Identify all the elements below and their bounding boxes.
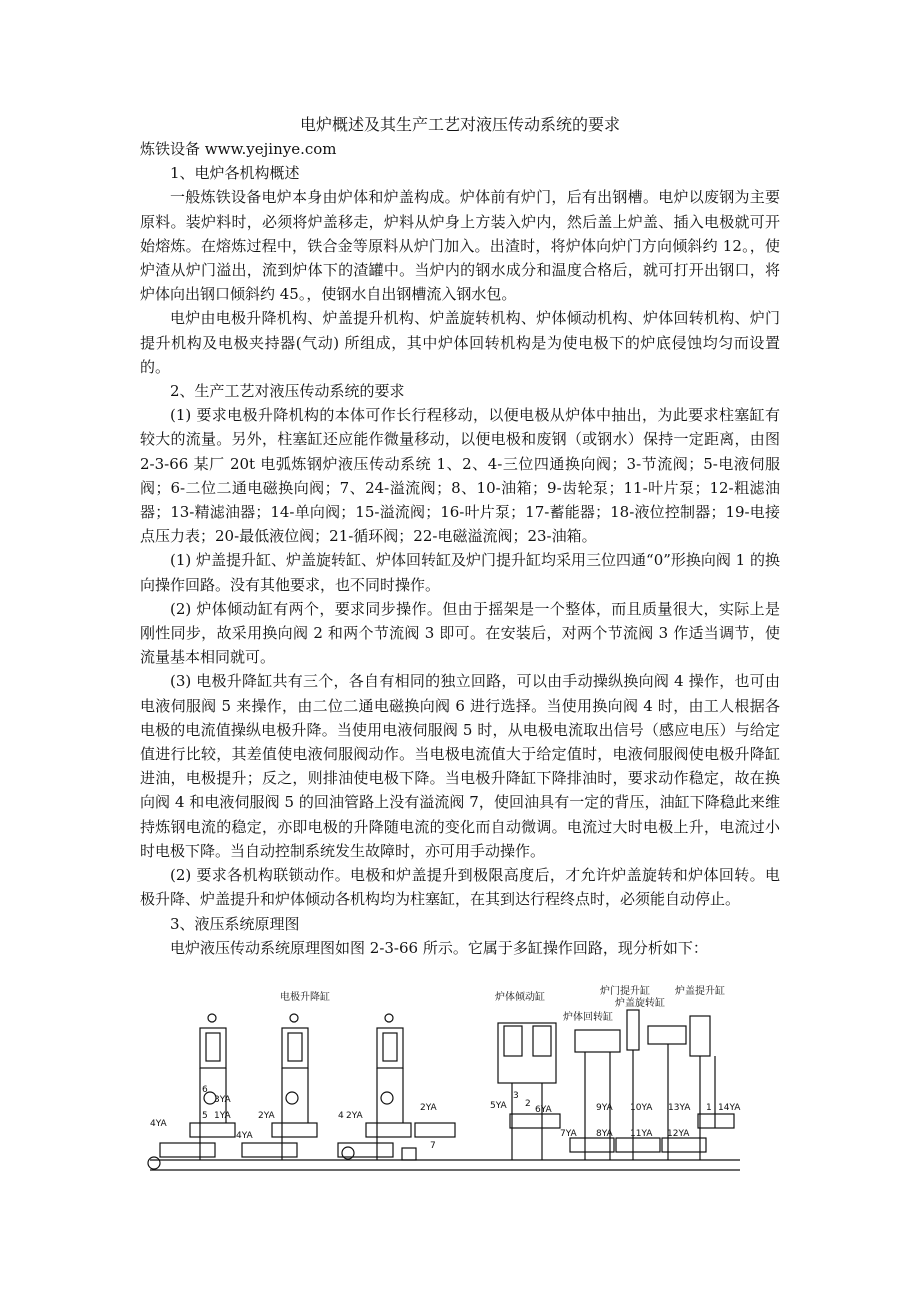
gauge-icon [208,1014,216,1022]
code-ya7: 7YA [560,1129,577,1139]
code-n1: 1 [706,1103,712,1113]
label-lid-rotation: 炉盖旋转缸 [615,998,665,1009]
valve-5-1 [160,1143,215,1157]
code-ya12: 12YA [667,1129,690,1139]
code-ya4: 4YA [150,1119,167,1129]
valve-5-3 [338,1143,393,1157]
valve-1-a [570,1138,614,1152]
label-lid-lift: 炉盖提升缸 [675,986,725,997]
code-n5: 5 [202,1111,208,1121]
valve-4-2 [272,1123,317,1137]
lid-lift-cylinder [690,1016,710,1056]
code-ya9: 9YA [596,1103,613,1113]
electrode-circuit-1 [148,1014,235,1169]
tilt-cylinder-1 [504,1026,522,1056]
label-body-rotation: 炉体回转缸 [563,1012,613,1023]
code-ya2: 2YA [258,1111,275,1121]
paragraph-8: 电炉液压传动系统原理图如图 2-3-66 所示。它属于多缸操作回路，现分析如下： [170,938,708,957]
gauge-icon [148,1157,160,1169]
valve-1-d [698,1114,734,1128]
paragraph-7: (2) 要求各机构联锁动作。电极和炉盖提升到极限高度后，才允许炉盖旋转和炉体回转。电极升降、炉盖提升和炉体倾动各机构均为柱塞缸，在其到达行程终点时，必须能自动停止。 [140,866,780,909]
paragraph-5: (2) 炉体倾动缸有两个，要求同步操作。但由于摇架是一个整体，而且质量很大，实际上是刚性同步，故采用换向阀 2 和两个节流阀 3 即可。在安装后，对两个节流阀 3 作适当调节，使流量基本相同就可。 [140,599,780,667]
code-ya6: 6YA [535,1105,552,1115]
electrode-cylinder-1 [200,1028,226,1068]
code-n4: 4 [338,1111,344,1121]
electrode-cylinder-2 [282,1028,308,1068]
electrode-circuit-2 [242,1014,317,1160]
document-body [140,137,780,960]
lid-rotation-cylinder [648,1026,686,1044]
door-lift-cylinder [627,1010,639,1050]
electrode-cylinder-3 [377,1028,403,1068]
section-1-heading: 1、电炉各机构概述 [170,164,300,183]
code-n3: 3 [513,1091,519,1101]
valve-4-3 [366,1123,411,1137]
code-ya10: 10YA [630,1103,653,1113]
code-ya13: 13YA [668,1103,691,1113]
paragraph-6: (3) 电极升降缸共有三个，各自有相同的独立回路，可以由手动操纵换向阀 4 操作，也可由电液伺服阀 5 来操作，由二位二通电磁换向阀 6 进行选择。当使用换向阀 4 时，由工人根据各电极的电流值操纵电极升降。当使用电液伺服阀 5 时，从电极电流取出信号（感应电压）与给定值进行比较，其差值使电液伺服阀动作。当电极电流值大于给定值时，电液伺服阀使电极升降缸进油，电极提升；反之，则排油使电极下降。当电极升降缸下降排油时，要求动作稳定，故在换向阀 4 和电液伺服阀 5 的回油管路上没有溢流阀 7，使回油具有一定的背压，油缸下降稳此来维持炼钢电流的稳定，亦即电极的升降随电流的变化而自动微调。电流过大时电极上升，电流过小时电极下降。当自动控制系统发生故障时，亦可用手动操作。 [140,672,780,860]
label-electrode-cylinder: 电极升降缸 [280,992,330,1003]
document-title: 电炉概述及其生产工艺对液压传动系统的要求 [299,115,620,134]
code-n7: 7 [430,1141,436,1151]
label-door-lift: 炉门提升缸 [600,986,650,997]
paragraph-4: (1) 炉盖提升缸、炉盖旋转缸、炉体回转缸及炉门提升缸均采用三位四通“0”形换向阀 1 的换向操作回路。没有其他要求，也不同时操作。 [140,551,780,594]
code-n6: 6 [202,1085,208,1095]
code-n2: 2 [525,1099,531,1109]
valve-5-2 [242,1143,297,1157]
section-3-heading: 3、液压系统原理图 [170,914,300,933]
code-ya14: 14YA [718,1103,741,1113]
electrode-circuit-3 [338,1014,455,1160]
paragraph-1: 一般炼铁设备电炉本身由炉体和炉盖构成。炉体前有炉门，后有出钢槽。电炉以废钢为主要原料。装炉料时，必须将炉盖移走，炉料从炉身上方装入炉内，然后盖上炉盖、插入电极就可开始熔炼。在熔炼过程中，铁合金等原料从炉门加入。出渣时，将炉体向炉门方向倾斜约 12。，使炉渣从炉门溢出，流到炉体下的渣罐中。当炉内的钢水成分和温度合格后，就可打开出钢口，将炉体向出钢口倾斜约 45。，使钢水自出钢槽流入钢水包。 [140,188,780,304]
label-tilt-cylinder: 炉体倾动缸 [495,992,545,1003]
paragraph-3: (1) 要求电极升降机构的本体可作长行程移动，以便电极从炉体中抽出，为此要求柱塞缸有较大的流量。另外，柱塞缸还应能作微量移动，以便电极和废钢（或钢水）保持一定距离，由图 2-3-66 某厂 20t 电弧炼钢炉液压传动系统 1、2、4-三位四通换向阀；3-节流阀；5-电液伺服阀；6-二位二通电磁换向阀；7、24-溢流阀；8、10-油箱；9-齿轮泵；11-叶片泵；12-粗滤油器；13-精滤油器；14-单向阀；15-溢流阀；16-叶片泵；17-蓄能器；18-液位控制器；19-电接点压力表；20-最低液位阀；21-循环阀；22-电磁溢流阀；23-油箱。 [140,406,780,546]
code-ya8: 8YA [596,1129,613,1139]
valve-4-1 [190,1123,235,1137]
hydraulic-diagram [140,978,750,1180]
body-rotation-cylinder [575,1030,620,1052]
section-2-heading: 2、生产工艺对液压传动系统的要求 [170,382,405,401]
code-ya4-b: 4YA [236,1131,253,1141]
code-ya1: 1YA [214,1111,231,1121]
valve-2 [510,1114,560,1128]
code-ya5: 5YA [490,1101,507,1111]
paragraph-2: 电炉由电极升降机构、炉盖提升机构、炉盖旋转机构、炉体倾动机构、炉体回转机构、炉门提升机构及电极夹持器(气动) 所组成，其中炉体回转机构是为使电极下的炉底侵蚀均匀而设置的。 [140,309,780,376]
code-ya2-b: 2YA [346,1111,363,1121]
code-ya11: 11YA [630,1129,653,1139]
valve-1-b [616,1138,660,1152]
tilt-cylinder-2 [533,1026,551,1056]
source-line: 炼铁设备 www.yejinye.com [140,140,337,158]
tilt-circuit [498,1023,560,1160]
tilt-frame [498,1023,556,1083]
valve-4-aux [415,1123,455,1137]
code-ya2-c: 2YA [420,1103,437,1113]
relief-valve-7 [402,1148,416,1160]
code-ya3: 3YA [214,1095,231,1105]
hydraulic-diagram-svg [140,978,750,1180]
